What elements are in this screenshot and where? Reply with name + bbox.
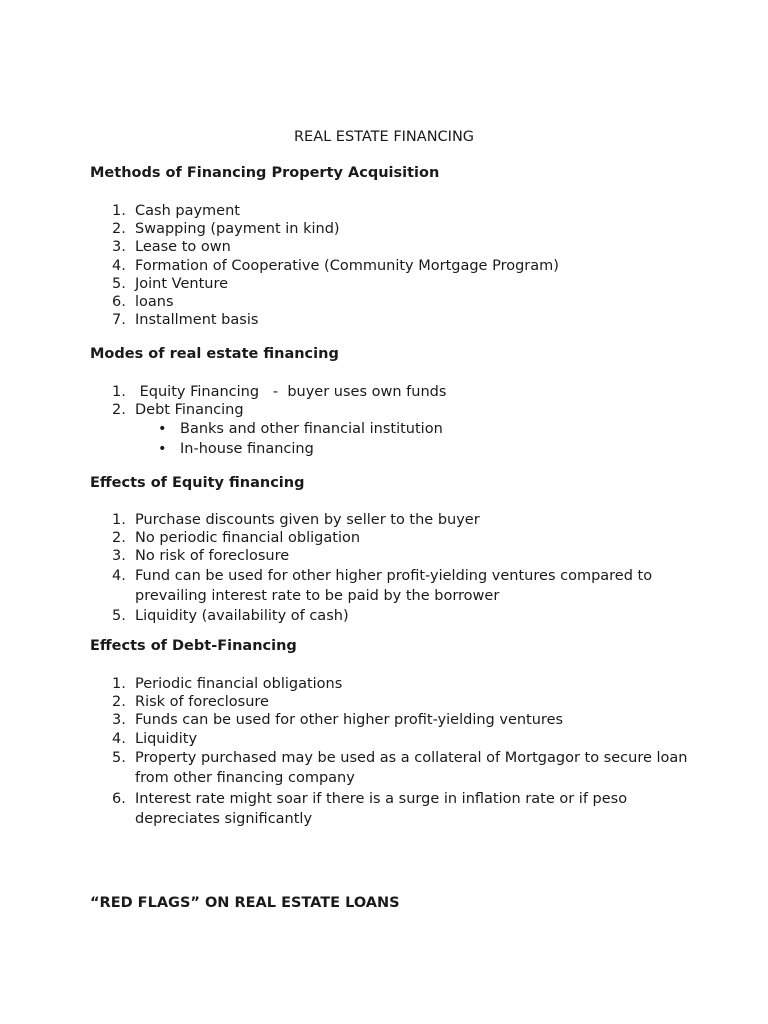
- list-item: 4. Fund can be used for other higher profit-yielding ventures compared to prevailing interest rate to be paid by the borrower: [112, 567, 653, 605]
- list-item: 4. Liquidity: [112, 730, 198, 747]
- list-item: 3. Funds can be used for other higher profit-yielding ventures: [112, 712, 564, 729]
- debt-effects-list: [112, 675, 702, 830]
- list-item: 2. Swapping (payment in kind): [112, 221, 340, 238]
- list-item: 1. Purchase discounts given by seller to the buyer: [112, 512, 480, 528]
- heading-methods: Methods of Financing Property Acquisition: [90, 165, 440, 181]
- list-item: 4. Formation of Cooperative (Community Mortgage Program): [112, 257, 559, 274]
- equity-effects-list: [112, 511, 702, 625]
- list-item: 5. Liquidity (availability of cash): [112, 607, 349, 624]
- list-item: 2. No periodic financial obligation: [112, 530, 361, 547]
- heading-red-flags: “RED FLAGS” ON REAL ESTATE LOANS: [90, 895, 400, 911]
- heading-modes: Modes of real estate financing: [90, 346, 339, 362]
- heading-equity-effects: Effects of Equity financing: [90, 475, 305, 491]
- document-title: REAL ESTATE FINANCING: [293, 129, 475, 145]
- list-item: 5. Property purchased may be used as a collateral of Mortgagor to secure loan from other financing company: [112, 749, 688, 787]
- bullet-item: • In-house financing: [157, 440, 443, 460]
- list-item: 3. Lease to own: [112, 239, 231, 256]
- list-item: 2. Debt Financing: [112, 402, 244, 419]
- heading-debt-effects: Effects of Debt-Financing: [90, 638, 297, 654]
- list-item: 1. Periodic financial obligations: [112, 676, 343, 692]
- list-item: 6. loans: [112, 294, 174, 311]
- list-item: 1. Equity Financing - buyer uses own funds: [112, 384, 447, 400]
- methods-list: [112, 202, 702, 329]
- bullet-item: • Banks and other financial institution: [157, 420, 443, 440]
- debt-financing-sublist: [157, 420, 443, 459]
- list-item: 5. Joint Venture: [112, 275, 229, 292]
- list-item: 6. Interest rate might soar if there is a surge in inflation rate or if peso depreciates significantly: [112, 790, 628, 828]
- list-item: 2. Risk of foreclosure: [112, 694, 269, 711]
- list-item: 3. No risk of foreclosure: [112, 548, 290, 565]
- list-item: 1. Cash payment: [112, 203, 240, 219]
- modes-list: [112, 383, 702, 419]
- list-item: 7. Installment basis: [112, 312, 259, 329]
